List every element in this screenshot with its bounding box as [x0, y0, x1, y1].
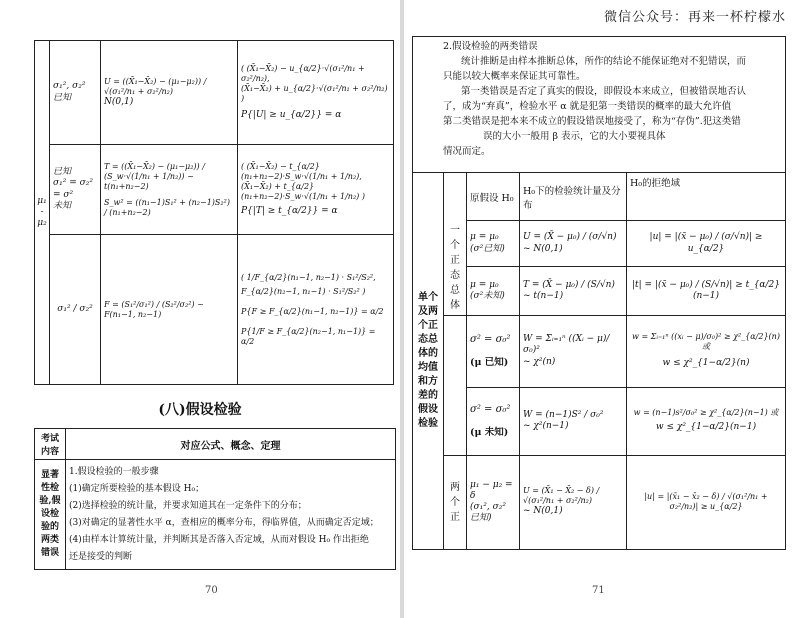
h0-line: σ² = σ₀²: [470, 333, 511, 345]
reject-line: |t| = |(x̄ − μ₀) / (S/√n)| ≥ t_{α/2}(n−1): [632, 279, 780, 301]
side-label: 单个及两个正态总体的均值和方差的假设检验: [413, 173, 444, 550]
reject-cell: [627, 387, 786, 455]
stat-cell: [520, 315, 627, 387]
stat-cell: [520, 221, 627, 267]
h0-line: μ = μ₀: [470, 279, 499, 290]
statistic-cell: [101, 41, 238, 145]
h0-cell: [467, 455, 520, 549]
step-line: (1)确定所要检验的基本假设 H₀；: [69, 483, 205, 494]
stat-line: T = (X̄ − μ₀) / (S/√n): [523, 279, 615, 290]
intro-line: 2.假设检验的两类错误: [443, 41, 538, 52]
intro-line: 误的大小一般用 β 表示，它的大小要视具体: [483, 131, 666, 142]
col-header: H₀的拒绝域: [627, 173, 786, 221]
reject-cell: [627, 221, 786, 267]
stat-cell: [520, 387, 627, 455]
reject-line: w ≤ χ²_{1−α/2}(n): [662, 358, 750, 369]
step-line: (4)由样本计算统计量，并判断其是否落入否定域，从而对假设 H₀ 作出拒绝: [69, 534, 369, 545]
interval-line: P{1/F ≥ F_{α/2}(n₂−1, n₁−1)} = α/2: [241, 326, 376, 346]
reject-line: w ≤ χ²_{1−α/2}(n−1): [655, 422, 757, 433]
stat-line: ~ N(0,1): [523, 506, 563, 517]
interval-line: ( (X̄₁−X̄₂) − t_{α/2}(n₁+n₂−2)·S_w·√(1/n₁ + 1/n₂),: [241, 161, 362, 181]
stat-line: W = (n−1)S² / σ₀²: [523, 409, 604, 420]
statistic-line: N(0,1): [104, 96, 134, 107]
statistic-cell: [101, 145, 238, 235]
interval-cell: [238, 41, 394, 145]
intro-line: 只能以较大概率来保证其可靠性。: [443, 71, 586, 82]
statistic-line: T = ((X̄₁−X̄₂) − (μ₁−μ₂)) / (S_w·√(1/n₁ + 1/n₂)) ~ t(n₁+n₂−2): [104, 161, 205, 191]
reject-line: w = (n−1)s²/σ₀² ≥ χ²_{α/2}(n−1) 或: [633, 408, 779, 418]
h0-cell: [467, 315, 520, 387]
statistic-line: S_w² = ((n₁−1)S₁² + (n₂−1)S₂²) / (n₁+n₂−2): [104, 197, 230, 217]
statistic-cell: [101, 235, 238, 385]
watermark: 微信公众号：再来一杯柠檬水: [603, 10, 786, 25]
group-spacer: [444, 387, 467, 455]
intro-line: 第一类错误是否定了真实的假设，即假设本来成立，但被错误地否认: [461, 86, 747, 97]
step-line: (3)对确定的显著性水平 α，查相应的概率分布，得临界值，从而确定否定域；: [69, 517, 379, 528]
interval-line: P{|T| ≥ t_{α/2}} = α: [241, 205, 338, 216]
stat-line: U = (X̄ − μ₀) / (σ/√n): [523, 232, 617, 243]
statistic-line: F = (S₁²/σ₁²) / (S₂²/σ₂²) ~ F(n₁−1, n₂−1): [104, 299, 204, 319]
step-line: 1.假设检验的一般步骤: [69, 466, 159, 477]
reject-cell: [627, 315, 786, 387]
reject-cell: [627, 455, 786, 549]
h0-line: μ₁ − μ₂ = δ: [470, 479, 513, 501]
step-line: (2)选择检验的统计量，并要求知道其在一定条件下的分布；: [69, 500, 307, 511]
group-label-cell: [35, 41, 50, 385]
group-label: 两个正: [444, 455, 467, 549]
page-number: 71: [592, 585, 605, 596]
header-right: 对应公式、概念、定理: [66, 429, 396, 460]
interval-line: P{|U| ≥ u_{α/2}} = α: [241, 109, 342, 120]
stat-line: ~ χ²(n): [523, 356, 556, 367]
condition-line: 未知: [53, 200, 72, 211]
condition-line: 已知: [53, 92, 72, 103]
interval-cell: [238, 235, 394, 385]
right-page: [404, 0, 800, 618]
condition-cell: [50, 41, 101, 145]
condition-line: 已知: [53, 167, 72, 177]
intro-box: [412, 36, 786, 173]
group-label: μ₁ - μ₂: [37, 195, 47, 229]
stat-cell: [520, 267, 627, 315]
group-spacer: [444, 315, 467, 387]
reject-line: |u| = |(x̄ − μ₀) / (σ/√n)| ≥ u_{α/2}: [649, 232, 763, 254]
interval-line: (X̄₁−X̄₂) + t_{α/2}(n₁+n₂−2)·S_w·√(1/n₁ + 1/n₂) ): [241, 181, 365, 201]
condition-line: σ₁² / σ₂²: [57, 303, 93, 314]
side-label: 显著性检验,假设检验的两类错误: [35, 460, 66, 570]
h0-line: (σ²未知): [470, 290, 505, 301]
reject-cell: [627, 267, 786, 315]
h0-line: (σ²已知): [470, 243, 505, 254]
group-label: 一个正态总体: [444, 221, 467, 316]
h0-cell: [467, 267, 520, 315]
stat-line: ~ N(0,1): [523, 243, 563, 254]
col-header: H₀下的检验统计量及分布: [520, 173, 627, 221]
col-header: 原假设 H₀: [467, 173, 520, 221]
stat-line: ~ χ²(n−1): [523, 421, 569, 431]
step-line: 还是接受的判断: [69, 551, 133, 562]
intro-line: 了，成为“弃真”，检验水平 α 就是犯第一类错误的概率的最大允许值: [443, 101, 732, 112]
h0-cell: [467, 387, 520, 455]
condition-cell: [50, 235, 101, 385]
interval-line: P{F ≥ F_{α/2}(n₁−1, n₂−1)} = α/2: [241, 306, 384, 316]
h0-cell: [467, 221, 520, 267]
h0-line: (μ 未知): [470, 427, 509, 439]
interval-estimation-table: [34, 40, 394, 385]
steps-cell: [66, 460, 396, 570]
interval-cell: [238, 145, 394, 235]
page-number: 70: [205, 585, 218, 596]
stat-cell: [520, 455, 627, 549]
stat-line: U = (X̄₁ − X̄₂ − δ) / √(σ₁²/n₁ + σ₂²/n₂): [523, 486, 600, 506]
section-title: (八)假设检验: [158, 402, 242, 418]
reject-line: |u| = |(x̄₁ − x̄₂ − δ) / √(σ₁²/n₁ + σ₂²/n₂)| ≥ u_{α/2}: [644, 492, 768, 511]
h0-line: μ = μ₀: [470, 232, 499, 243]
condition-line: σ₁² = σ₂²: [53, 178, 93, 189]
stat-line: ~ t(n−1): [523, 290, 564, 301]
test-table: [412, 172, 786, 550]
header-blank: [444, 173, 467, 221]
hypothesis-test-table: [34, 428, 396, 570]
intro-line: 情况而定。: [443, 146, 491, 157]
header-left: 考试内容: [35, 429, 66, 460]
interval-line: F_{α/2}(n₂−1, n₁−1) · S₁²/S₂² ): [241, 286, 366, 296]
h0-line: (σ₁², σ₂²: [470, 502, 506, 512]
stat-line: W = Σᵢ₌₁ⁿ ((Xᵢ − μ)/σ₀)²: [523, 334, 610, 356]
intro-line: 第二类错误是把本来不成立的假设错误地接受了，称为“存伪”.犯这类错: [443, 116, 741, 127]
condition-line: = σ²: [53, 189, 74, 200]
h0-line: (μ 已知): [470, 357, 509, 369]
statistic-line: U = ((X̄₁−X̄₂) − (μ₁−μ₂)) / √(σ₁²/n₁ + σ₂²/n₂): [104, 76, 207, 96]
reject-line: w = Σᵢ₌₁ⁿ ((xᵢ − μ)/σ₀)² ≥ χ²_{α/2}(n) 或: [632, 332, 780, 352]
condition-line: σ₁², σ₂²: [53, 81, 86, 92]
interval-line: ( 1/F_{α/2}(n₁−1, n₂−1) · S₁²/S₂²,: [241, 272, 376, 282]
h0-line: 已知): [470, 513, 492, 524]
intro-text: [443, 39, 783, 159]
condition-cell: [50, 145, 101, 235]
h0-line: σ² = σ₀²: [470, 403, 511, 415]
interval-line: ( (X̄₁−X̄₂) − u_{α/2}·√(σ₁²/n₁ + σ₂²/n₂),: [241, 63, 365, 83]
intro-line: 统计推断是由样本推断总体，所作的结论不能保证绝对不犯错误，而: [461, 56, 747, 67]
interval-line: (X̄₁−X̄₂) + u_{α/2}·√(σ₁²/n₁ + σ₂²/n₂) ): [241, 83, 388, 103]
